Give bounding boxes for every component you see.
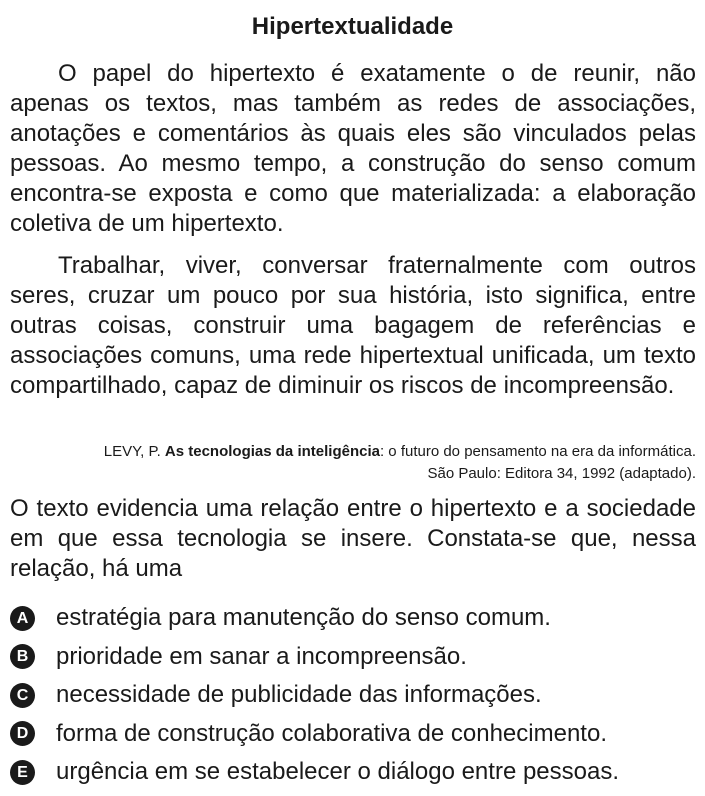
option-a-text: estratégia para manutenção do senso comum. (56, 604, 551, 632)
citation-subtitle: : o futuro do pensamento na era da informática. (379, 443, 696, 460)
paragraph-1-text: O papel do hipertexto é exatamente o de reunir, não apenas os textos, mas também as redes de associações, anotações e comentários às quais eles são vinculados pelas pessoas. Ao mesmo tempo, a construção do senso comum encontra-se exposta e como que materializada: a elaboração coletiva de um hipertexto. (10, 60, 696, 237)
paragraph-2-text: Trabalhar, viver, conversar fraternalmente com outros seres, cruzar um pouco por sua história, isto significa, entre outras coisas, construir uma bagagem de referências e associações comuns, uma rede hipertextual unificada, um texto compartilhado, capaz de diminuir os riscos de incompreensão. (10, 252, 696, 399)
option-a[interactable] (10, 599, 700, 638)
option-e-badge: E (10, 760, 35, 785)
question-stem: O texto evidencia uma relação entre o hipertexto e a sociedade em que essa tecnologia se insere. Constata-se que, nessa relação, há uma (10, 495, 696, 582)
option-b[interactable] (10, 638, 700, 677)
citation-publication: São Paulo: Editora 34, 1992 (adaptado). (427, 465, 696, 482)
option-e[interactable] (10, 753, 700, 792)
citation (10, 441, 696, 485)
citation-author: LEVY, P. (103, 443, 161, 460)
paragraph-2 (10, 251, 696, 401)
document-title: Hipertextualidade (251, 13, 454, 40)
option-d-text: forma de construção colaborativa de conhecimento. (56, 719, 607, 747)
option-c-badge: C (10, 683, 35, 708)
option-d-badge: D (10, 721, 35, 746)
option-b-text: prioridade em sanar a incompreensão. (56, 642, 467, 670)
option-c[interactable] (10, 676, 700, 715)
option-c-text: necessidade de publicidade das informações. (56, 681, 542, 709)
citation-work: As tecnologias da inteligência (164, 443, 380, 460)
answer-options (10, 599, 700, 792)
option-a-badge: A (10, 606, 35, 631)
paragraph-1 (10, 59, 696, 239)
option-e-text: urgência em se estabelecer o diálogo entre pessoas. (56, 758, 620, 786)
option-d[interactable] (10, 715, 700, 754)
option-b-badge: B (10, 644, 35, 669)
